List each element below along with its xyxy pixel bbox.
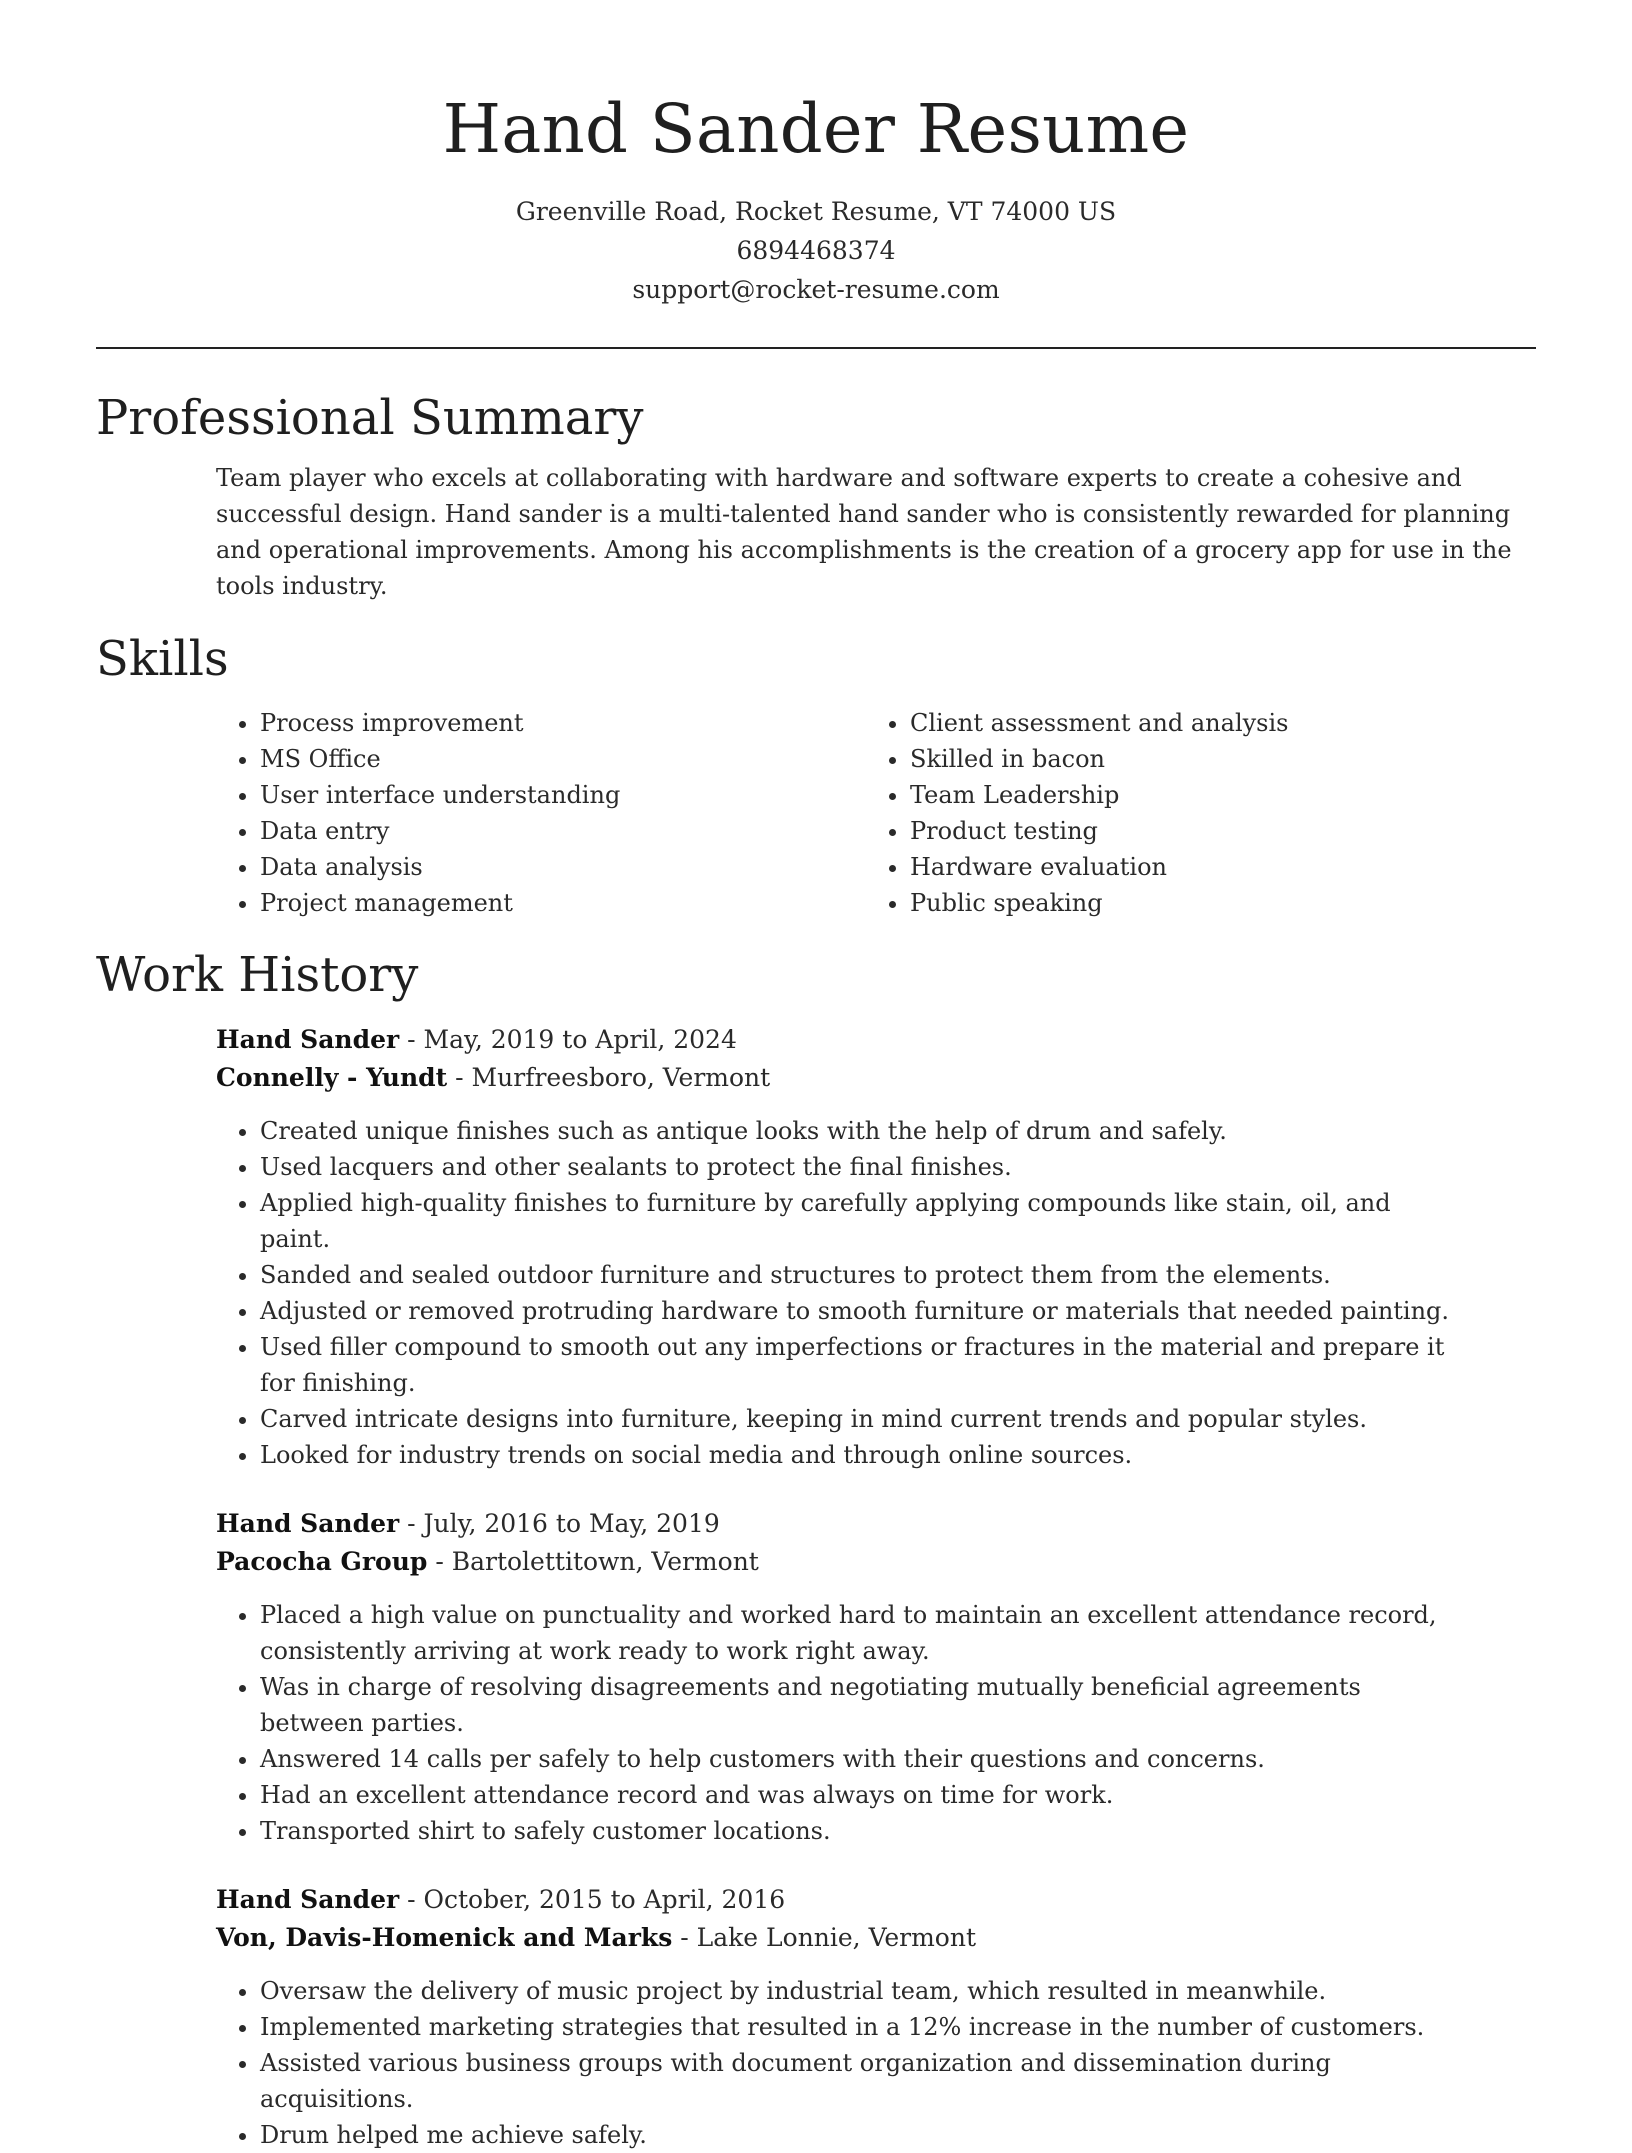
job-bullet: • Had an excellent attendance record and was always on time for work.: [260, 1777, 1460, 1813]
job-company-line: [216, 1543, 1536, 1581]
job-bullet-list: [216, 1597, 1460, 1849]
skills-heading: Skills: [96, 631, 229, 687]
job-title-line: [216, 1021, 1536, 1059]
contact-email: support@rocket-resume.com: [632, 275, 1000, 304]
separator: -: [399, 1025, 424, 1054]
separator: -: [447, 1063, 472, 1092]
job-bullet: • Placed a high value on punctuality and worked hard to maintain an excellent attendance record, consistently arriving at work ready to work right away.: [260, 1597, 1460, 1669]
job-company-line: [216, 1059, 1536, 1097]
job-location: Lake Lonnie, Vermont: [696, 1923, 976, 1952]
work-history-heading: Work History: [96, 947, 419, 1003]
skills-list: [216, 705, 1536, 921]
skill-item: • Team Leadership: [910, 777, 1510, 813]
header-divider: [96, 347, 1536, 349]
job-bullet: • Transported shirt to safely customer locations.: [260, 1813, 1460, 1849]
job-bullet: • Used lacquers and other sealants to protect the final finishes.: [260, 1149, 1460, 1185]
job-bullet: • Drum helped me achieve safely.: [260, 2117, 1460, 2153]
job-company-line: [216, 1919, 1536, 1957]
skill-item: • Public speaking: [910, 885, 1510, 921]
skill-item: • Product testing: [910, 813, 1510, 849]
resume-header: [96, 0, 1536, 309]
skill-item: • Process improvement: [260, 705, 866, 741]
job-entry: [216, 1021, 1536, 1473]
job-dates: May, 2019 to April, 2024: [423, 1025, 737, 1054]
job-bullet: • Applied high-quality finishes to furniture by carefully applying compounds like stain, oil, and paint.: [260, 1185, 1460, 1257]
skill-item: • Data entry: [260, 813, 866, 849]
summary-heading: Professional Summary: [96, 390, 644, 446]
job-entry: [216, 1505, 1536, 1849]
job-company: Pacocha Group: [216, 1547, 428, 1576]
job-bullet: • Used filler compound to smooth out any imperfections or fractures in the material and prepare it for finishing.: [260, 1329, 1460, 1401]
job-bullet: • Was in charge of resolving disagreements and negotiating mutually beneficial agreements between parties.: [260, 1669, 1460, 1741]
separator: -: [399, 1885, 424, 1914]
job-bullet-list: [216, 1113, 1460, 1473]
skill-item: • User interface understanding: [260, 777, 866, 813]
job-title-line: [216, 1881, 1536, 1919]
resume-page: [96, 0, 1536, 2153]
job-bullet: • Looked for industry trends on social media and through online sources.: [260, 1437, 1460, 1473]
job-bullet-list: [216, 1973, 1460, 2153]
job-company: Von, Davis-Homenick and Marks: [216, 1923, 673, 1952]
skill-item: • Project management: [260, 885, 866, 921]
skill-item: • MS Office: [260, 741, 866, 777]
separator: -: [399, 1509, 424, 1538]
job-bullet: • Carved intricate designs into furniture, keeping in mind current trends and popular styles.: [260, 1401, 1460, 1437]
skill-item: • Client assessment and analysis: [910, 705, 1510, 741]
job-title: Hand Sander: [216, 1509, 400, 1538]
job-title: Hand Sander: [216, 1025, 400, 1054]
summary-text: Team player who excels at collaborating with hardware and software experts to create a cohesive and successful design. Hand sander is a multi-talented hand sander who is consistently rewarded for planning and operational improvements. Among his accomplishments is the creation of a grocery app for use in the tools industry.: [216, 464, 1512, 600]
job-bullet: • Assisted various business groups with document organization and dissemination during acquisitions.: [260, 2045, 1460, 2117]
skills-column-left: [216, 705, 866, 921]
job-dates: October, 2015 to April, 2016: [423, 1885, 786, 1914]
skill-item: • Skilled in bacon: [910, 741, 1510, 777]
job-title: Hand Sander: [216, 1885, 400, 1914]
job-bullet: • Implemented marketing strategies that resulted in a 12% increase in the number of customers.: [260, 2009, 1460, 2045]
job-bullet: • Created unique finishes such as antique looks with the help of drum and safely.: [260, 1113, 1460, 1149]
skills-column-right: [866, 705, 1510, 921]
job-bullet: • Answered 14 calls per safely to help customers with their questions and concerns.: [260, 1741, 1460, 1777]
job-dates: July, 2016 to May, 2019: [423, 1509, 720, 1538]
contact-phone: 6894468374: [736, 236, 896, 265]
resume-title: Hand Sander Resume: [442, 90, 1190, 168]
contact-address: Greenville Road, Rocket Resume, VT 74000 US: [515, 197, 1117, 226]
job-entry: [216, 1881, 1536, 2153]
skill-item: • Data analysis: [260, 849, 866, 885]
job-bullet: • Sanded and sealed outdoor furniture and structures to protect them from the elements.: [260, 1257, 1460, 1293]
contact-block: [96, 192, 1536, 309]
job-title-line: [216, 1505, 1536, 1543]
job-bullet: • Adjusted or removed protruding hardware to smooth furniture or materials that needed painting.: [260, 1293, 1460, 1329]
skill-item: • Hardware evaluation: [910, 849, 1510, 885]
separator: -: [672, 1923, 697, 1952]
job-bullet: • Oversaw the delivery of music project by industrial team, which resulted in meanwhile.: [260, 1973, 1460, 2009]
job-company: Connelly - Yundt: [216, 1063, 448, 1092]
job-location: Murfreesboro, Vermont: [471, 1063, 771, 1092]
separator: -: [427, 1547, 452, 1576]
job-location: Bartolettitown, Vermont: [451, 1547, 759, 1576]
